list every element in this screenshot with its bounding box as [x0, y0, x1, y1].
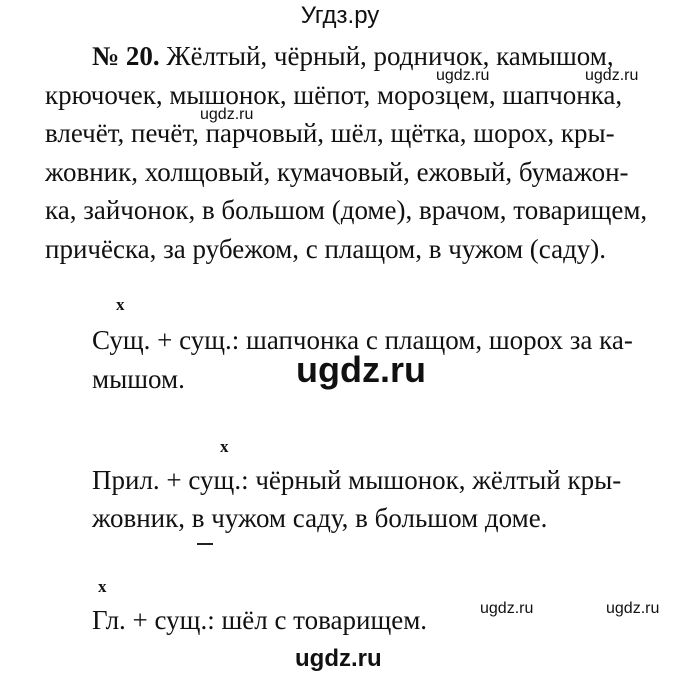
watermark-bottom-2: ugdz.ru — [606, 600, 660, 617]
exercise-line-5: ка, зайчонок, в большом (доме), врачом, товарищем, — [45, 195, 648, 225]
exercise-number: № 20. — [92, 41, 160, 71]
adj-noun-line-1: Прил. + сущ.: чёрный мышонок, жёлтый кры- — [92, 465, 622, 495]
watermark-footer: ugdz.ru — [295, 645, 382, 672]
noun-noun-line-1: Сущ. + сущ.: шапчонка с плащом, шорох за ка- — [92, 325, 633, 355]
watermark-top-2: ugdz.ru — [585, 67, 639, 84]
exercise-line-2: крючочек, мышонок, шёпот, морозцем, шапчонка, — [45, 80, 623, 110]
verb-noun-line-1: Гл. + сущ.: шёл с товарищем. — [92, 605, 428, 635]
adj-noun-line-2: жовник, в чужом саду, в большом доме. — [92, 503, 548, 533]
watermark-bottom-1: ugdz.ru — [480, 600, 534, 617]
watermark-center: ugdz.ru — [296, 349, 426, 390]
exercise-line-1-text: Жёлтый, чёрный, родничок, камышом, — [159, 41, 614, 71]
site-header-title: Угдз.ру — [300, 2, 380, 29]
exercise-line-1 — [92, 38, 614, 74]
short-dash-mark — [197, 543, 213, 545]
mark-x-1: x — [116, 295, 125, 314]
mark-x-2: x — [220, 437, 229, 456]
mark-x-3: x — [98, 577, 107, 596]
watermark-top-1: ugdz.ru — [436, 67, 490, 84]
exercise-line-3: влечёт, печёт, парчовый, шёл, щётка, шорох, кры- — [45, 118, 615, 148]
exercise-line-4: жовник, холщовый, кумачовый, ежовый, бумажон- — [45, 157, 629, 187]
exercise-line-6: причёска, за рубежом, с плащом, в чужом (саду). — [45, 234, 607, 264]
watermark-top-3: ugdz.ru — [200, 106, 254, 123]
noun-noun-line-2: мышом. — [92, 364, 185, 394]
